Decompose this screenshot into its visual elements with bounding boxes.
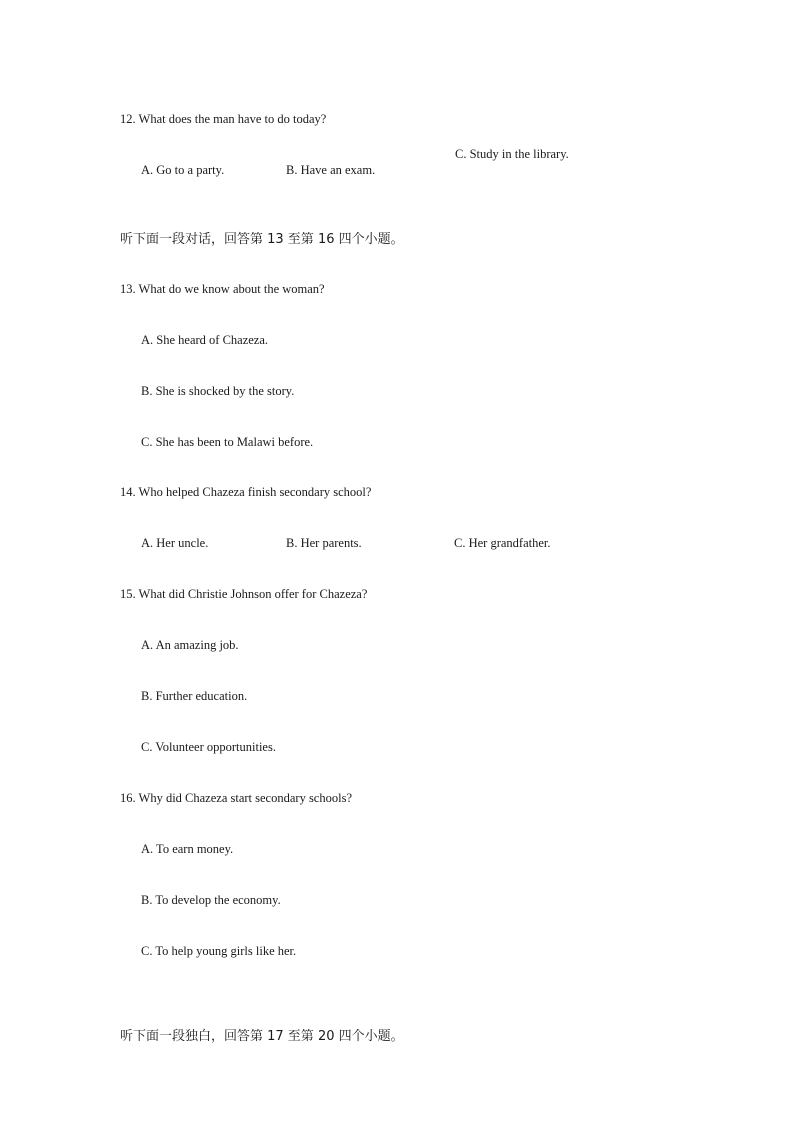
- q16-option-b: B. To develop the economy.: [141, 893, 281, 907]
- q15-option-a: A. An amazing job.: [141, 638, 239, 652]
- q15-option-b: B. Further education.: [141, 689, 248, 703]
- question-15: 15. What did Christie Johnson offer for Chazeza?: [120, 587, 368, 601]
- q16-option-c: C. To help young girls like her.: [141, 944, 297, 958]
- q14-option-b: B. Her parents.: [286, 536, 362, 550]
- q14-option-a: A. Her uncle.: [141, 536, 209, 550]
- q14-option-c: C. Her grandfather.: [454, 536, 551, 550]
- question-14: 14. Who helped Chazeza finish secondary school?: [120, 485, 372, 499]
- q13-option-a: A. She heard of Chazeza.: [141, 333, 269, 347]
- q12-option-b: B. Have an exam.: [286, 163, 376, 177]
- question-12: 12. What does the man have to do today?: [120, 112, 327, 126]
- q12-option-c: C. Study in the library.: [455, 147, 569, 161]
- q16-option-a: A. To earn money.: [141, 842, 234, 856]
- section-instruction-17-20: 听下面一段独白，回答第 17 至第 20 四个小题。: [120, 1029, 404, 1044]
- question-13: 13. What do we know about the woman?: [120, 282, 325, 296]
- q15-option-c: C. Volunteer opportunities.: [141, 740, 276, 754]
- section-instruction-13-16: 听下面一段对话，回答第 13 至第 16 四个小题。: [120, 232, 404, 247]
- question-16: 16. Why did Chazeza start secondary schools?: [120, 791, 352, 805]
- q12-option-a: A. Go to a party.: [141, 163, 225, 177]
- q13-option-c: C. She has been to Malawi before.: [141, 435, 314, 449]
- q13-option-b: B. She is shocked by the story.: [141, 384, 295, 398]
